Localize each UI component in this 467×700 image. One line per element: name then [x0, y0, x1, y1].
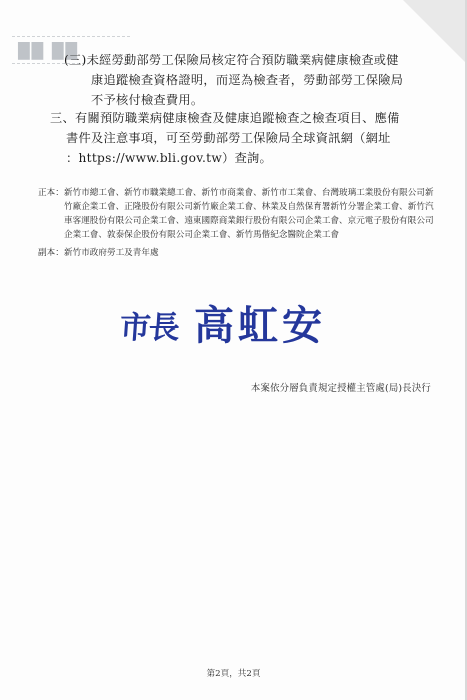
- distribution-main-recipients: 新竹市總工會、新竹市職業總工會、新竹市商業會、新竹市工業會、台灣玻璃工業股份有限公司新竹廠企業工會、正隆股份有限公司新竹廠企業工會、林業及自然保育署新竹分署企業工會、新竹汽車客運股份有限公司企業工會、遠東國際商業銀行股份有限公司企業工會、京元電子股份有限公司企業工會、敦泰保企股份有限公司企業工會、新竹馬偕紀念醫院企業工會: [64, 188, 434, 240]
- section-3-line-1: 三、有關預防職業病健康檢查及健康追蹤檢查之檢查項目、應備: [50, 111, 400, 125]
- delegation-note: 本案依分層負責規定授權主管處(局)長決行: [250, 383, 431, 394]
- distribution-main: [38, 186, 440, 242]
- clause-item-3-line-1: (三)未經勞動部勞工保險局核定符合預防職業病健康檢查或健: [64, 53, 399, 67]
- clause-item-3: [64, 50, 444, 110]
- distribution-copy-label: 副本：: [38, 248, 64, 258]
- section-3-line-3: ：https://www.bli.gov.tw）查詢。: [66, 151, 273, 165]
- page-number: 第2頁，共2頁: [206, 669, 261, 679]
- distribution-copy: [38, 246, 440, 260]
- signature-title: 市長: [118, 310, 180, 346]
- distribution-main-label: 正本：: [38, 188, 64, 198]
- mayor-signature-stamp: [120, 288, 360, 352]
- clause-item-3-line-2: 康追蹤檢查資格證明，而逕為檢查者，勞動部勞工保險局: [91, 73, 404, 87]
- signature-name: 高虹安: [194, 302, 326, 349]
- section-3: [50, 108, 445, 168]
- distribution-copy-recipients: 新竹市政府勞工及青年處: [64, 248, 159, 258]
- scan-mark: ██ ██: [12, 36, 130, 64]
- section-3-line-2: 書件及注意事項，可至勞動部勞工保險局全球資訊網（網址: [66, 131, 391, 145]
- clause-item-3-line-3: 不予核付檢查費用。: [91, 93, 204, 107]
